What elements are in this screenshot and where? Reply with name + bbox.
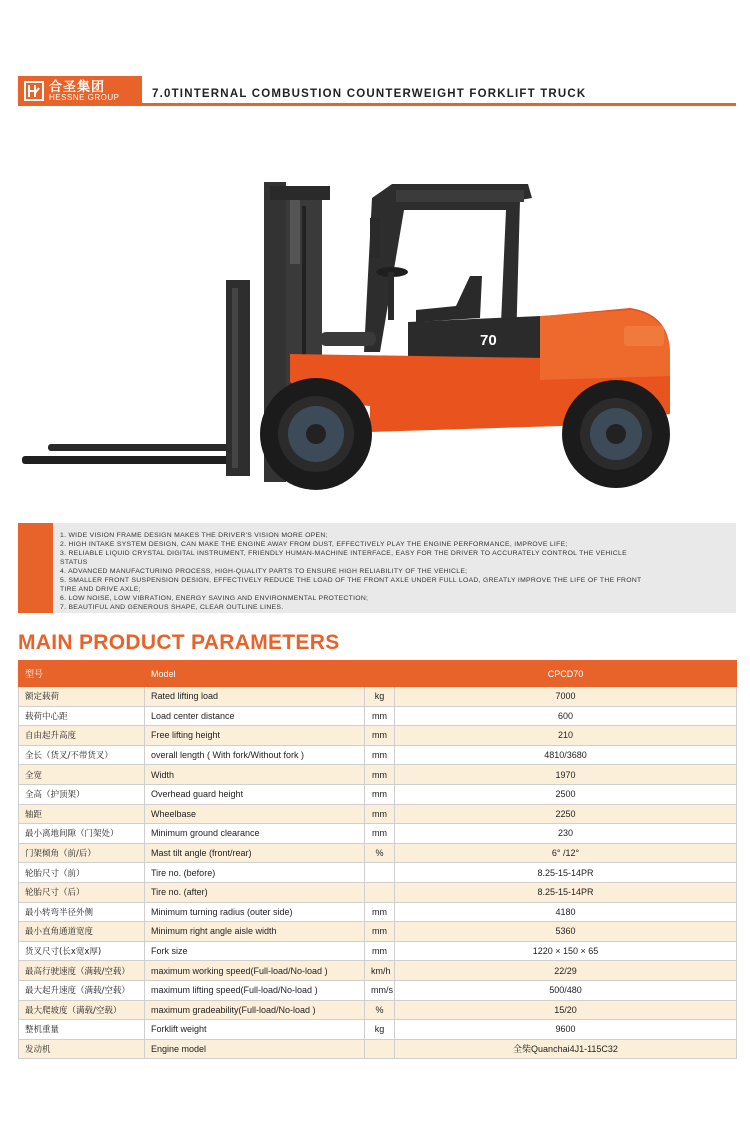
param-unit: mm xyxy=(365,922,395,942)
param-unit: mm xyxy=(365,706,395,726)
table-row xyxy=(19,922,737,942)
table-row xyxy=(19,784,737,804)
param-cn: 全长（货叉/不带货叉） xyxy=(19,745,145,765)
feature-item: 4. ADVANCED MANUFACTURING PROCESS, HIGH-QUALITY PARTS TO ENSURE HIGH RELIABILITY OF THE VEHICLE; xyxy=(60,568,468,575)
model-badge: 70 xyxy=(480,332,497,349)
param-cn: 轮胎尺寸（前） xyxy=(19,863,145,883)
table-row xyxy=(19,941,737,961)
param-unit: mm xyxy=(365,745,395,765)
header-en: Model xyxy=(145,661,365,687)
param-value: 2500 xyxy=(395,784,737,804)
param-value: 6° /12° xyxy=(395,843,737,863)
table-row xyxy=(19,745,737,765)
table-row xyxy=(19,706,737,726)
param-unit xyxy=(365,1039,395,1059)
param-en: Engine model xyxy=(145,1039,365,1059)
param-en: Tire no. (before) xyxy=(145,863,365,883)
param-unit: mm xyxy=(365,902,395,922)
forklift-image xyxy=(20,176,680,494)
params-title: MAIN PRODUCT PARAMETERS xyxy=(18,631,340,654)
param-value: 4180 xyxy=(395,902,737,922)
feature-item: 1. WIDE VISION FRAME DESIGN MAKES THE DRIVER'S VISION MORE OPEN; xyxy=(60,532,328,539)
param-unit xyxy=(365,882,395,902)
table-row xyxy=(19,765,737,785)
param-en: Mast tilt angle (front/rear) xyxy=(145,843,365,863)
table-row xyxy=(19,687,737,707)
param-cn: 最大爬坡度（满载/空载） xyxy=(19,1000,145,1020)
param-en: Rated lifting load xyxy=(145,687,365,707)
param-value: 9600 xyxy=(395,1020,737,1040)
param-unit: mm/s xyxy=(365,980,395,1000)
brand-logo xyxy=(18,76,142,106)
param-unit: mm xyxy=(365,941,395,961)
table-row xyxy=(19,726,737,746)
param-unit: mm xyxy=(365,784,395,804)
param-value: 8.25-15-14PR xyxy=(395,882,737,902)
param-cn: 额定载荷 xyxy=(19,687,145,707)
param-en: Forklift weight xyxy=(145,1020,365,1040)
param-cn: 发动机 xyxy=(19,1039,145,1059)
seat xyxy=(416,276,482,322)
header-rule xyxy=(142,103,736,106)
param-en: Fork size xyxy=(145,941,365,961)
param-unit: mm xyxy=(365,824,395,844)
logo-en-text: HESSNE GROUP xyxy=(49,92,120,102)
table-row xyxy=(19,980,737,1000)
table-row xyxy=(19,961,737,981)
param-value: 22/29 xyxy=(395,961,737,981)
param-en: Load center distance xyxy=(145,706,365,726)
table-row xyxy=(19,863,737,883)
param-cn: 轴距 xyxy=(19,804,145,824)
table-row xyxy=(19,824,737,844)
param-value: 2250 xyxy=(395,804,737,824)
feature-item: TIRE AND DRIVE AXLE; xyxy=(60,586,141,593)
param-value: 8.25-15-14PR xyxy=(395,863,737,883)
header-cn: 型号 xyxy=(19,661,145,687)
param-en: Free lifting height xyxy=(145,726,365,746)
feature-item: STATUS xyxy=(60,559,88,566)
features-accent-bar xyxy=(18,523,53,613)
table-row xyxy=(19,1000,737,1020)
param-en: Tire no. (after) xyxy=(145,882,365,902)
logo-mark-icon xyxy=(24,81,44,101)
param-value: 1220 × 150 × 65 xyxy=(395,941,737,961)
param-value: 230 xyxy=(395,824,737,844)
param-en: overall length ( With fork/Without fork ) xyxy=(145,745,365,765)
param-en: Overhead guard height xyxy=(145,784,365,804)
table-row xyxy=(19,1020,737,1040)
param-unit: % xyxy=(365,843,395,863)
table-row xyxy=(19,804,737,824)
param-value: 15/20 xyxy=(395,1000,737,1020)
param-en: Minimum ground clearance xyxy=(145,824,365,844)
param-cn: 最大起升速度（满载/空载） xyxy=(19,980,145,1000)
param-cn: 最高行驶速度（满载/空载） xyxy=(19,961,145,981)
param-en: maximum working speed(Full-load/No-load ) xyxy=(145,961,365,981)
param-unit xyxy=(365,863,395,883)
table-row xyxy=(19,843,737,863)
param-unit: mm xyxy=(365,804,395,824)
feature-item: 7. BEAUTIFUL AND GENEROUS SHAPE, CLEAR OUTLINE LINES. xyxy=(60,604,284,611)
feature-item: 6. LOW NOISE, LOW VIBRATION, ENERGY SAVING AND ENVIRONMENTAL PROTECTION; xyxy=(60,595,369,602)
param-cn: 最小离地间隙（门架处） xyxy=(19,824,145,844)
param-unit: km/h xyxy=(365,961,395,981)
param-cn: 全宽 xyxy=(19,765,145,785)
feature-item: 3. RELIABLE LIQUID CRYSTAL DIGITAL INSTRUMENT, FRIENDLY HUMAN-MACHINE INTERFACE, EASY FOR THE DRIVER TO ACCURATELY CONTROL THE VEHICLE xyxy=(60,550,627,557)
param-en: Wheelbase xyxy=(145,804,365,824)
param-en: Minimum turning radius (outer side) xyxy=(145,902,365,922)
param-value: 4810/3680 xyxy=(395,745,737,765)
param-unit: kg xyxy=(365,687,395,707)
param-unit: mm xyxy=(365,726,395,746)
param-unit: kg xyxy=(365,1020,395,1040)
param-value: 1970 xyxy=(395,765,737,785)
param-unit: % xyxy=(365,1000,395,1020)
param-value: 全柴Quanchai4J1-115C32 xyxy=(395,1039,737,1059)
header-unit xyxy=(365,661,395,687)
param-value: 5360 xyxy=(395,922,737,942)
param-cn: 整机重量 xyxy=(19,1020,145,1040)
features-list xyxy=(60,531,732,612)
table-row xyxy=(19,882,737,902)
param-en: maximum gradeability(Full-load/No-load ) xyxy=(145,1000,365,1020)
header-model: CPCD70 xyxy=(395,661,737,687)
param-cn: 货叉尺寸(长x宽x厚) xyxy=(19,941,145,961)
param-cn: 自由起升高度 xyxy=(19,726,145,746)
lower-fork xyxy=(22,456,232,464)
logo-cn-text: 合圣集团 xyxy=(49,79,106,95)
feature-item: 5. SMALLER FRONT SUSPENSION DESIGN, EFFECTIVELY REDUCE THE LOAD OF THE FRONT AXLE UNDER FULL LOAD, GREATLY IMPROVE THE LIFE OF THE FRONT xyxy=(60,577,642,584)
upper-fork xyxy=(48,444,232,451)
param-en: Minimum right angle aisle width xyxy=(145,922,365,942)
param-cn: 门架倾角（前/后） xyxy=(19,843,145,863)
param-value: 7000 xyxy=(395,687,737,707)
param-en: Width xyxy=(145,765,365,785)
table-header-row xyxy=(19,661,737,687)
param-value: 600 xyxy=(395,706,737,726)
param-value: 500/480 xyxy=(395,980,737,1000)
param-cn: 全高（护顶架） xyxy=(19,784,145,804)
table-row xyxy=(19,902,737,922)
param-value: 210 xyxy=(395,726,737,746)
param-cn: 最小直角通道宽度 xyxy=(19,922,145,942)
param-en: maximum lifting speed(Full-load/No-load ) xyxy=(145,980,365,1000)
table-row xyxy=(19,1039,737,1059)
param-cn: 最小转弯半径外侧 xyxy=(19,902,145,922)
param-cn: 轮胎尺寸（后） xyxy=(19,882,145,902)
param-cn: 载荷中心距 xyxy=(19,706,145,726)
engine-hood xyxy=(408,316,544,362)
page-header xyxy=(18,76,736,108)
param-unit: mm xyxy=(365,765,395,785)
params-table xyxy=(18,660,737,1059)
features-panel xyxy=(18,523,736,613)
feature-item: 2. HIGH INTAKE SYSTEM DESIGN, CAN MAKE THE ENGINE AWAY FROM DUST, EFFECTIVELY PLAY THE ENGINE PERFORMANCE, IMPROVE LIFE; xyxy=(60,541,568,548)
page-title: 7.0TINTERNAL COMBUSTION COUNTERWEIGHT FORKLIFT TRUCK xyxy=(152,88,587,100)
